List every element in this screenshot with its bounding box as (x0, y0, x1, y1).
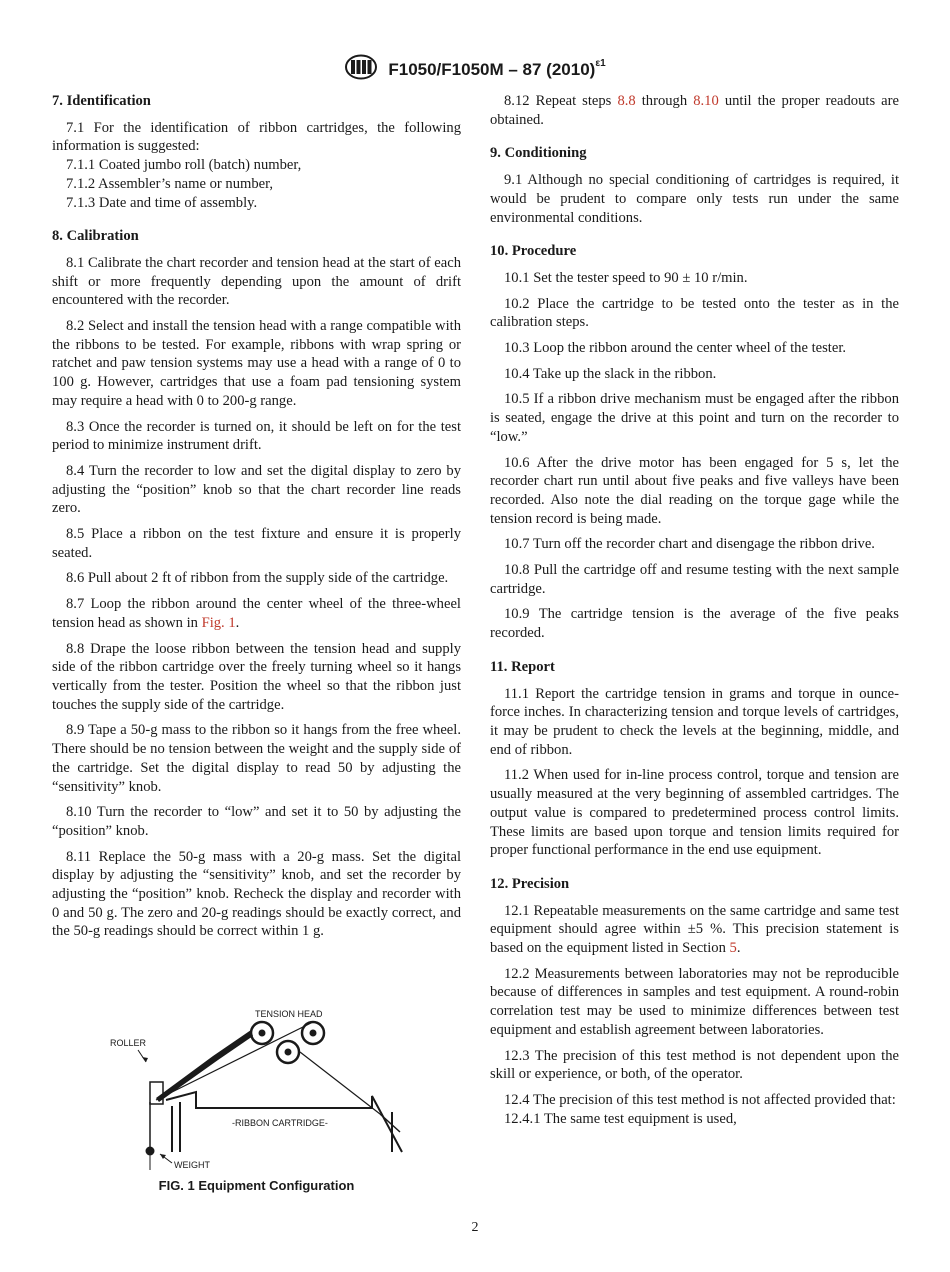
paragraph-8-10: 8.10 Turn the recorder to “low” and set it to 50 by adjusting the “position” knob. (52, 804, 461, 839)
astm-logo-icon (344, 54, 378, 85)
label-weight: WEIGHT (174, 1160, 210, 1170)
paragraph-10-8: 10.8 Pull the cartridge off and resume testing with the next sample cartridge. (490, 562, 899, 597)
paragraph-7-1-1: 7.1.1 Coated jumbo roll (batch) number, (66, 157, 302, 174)
paragraph-10-4: 10.4 Take up the slack in the ribbon. (504, 365, 717, 382)
paragraph-12-4-1: 12.4.1 The same test equipment is used, (504, 1110, 737, 1127)
paragraph-8-4: 8.4 Turn the recorder to low and set the digital display to zero by adjusting the “position” knob so that the chart recorder line reads zero. (52, 462, 461, 517)
paragraph-10-7: 10.7 Turn off the recorder chart and disengage the ribbon drive. (504, 536, 875, 553)
label-roller: ROLLER (110, 1038, 147, 1048)
left-column (52, 92, 461, 948)
paragraph-8-3: 8.3 Once the recorder is turned on, it should be left on for the test period to minimize instrument drift. (52, 418, 461, 454)
paragraph-7-1: 7.1 For the identification of ribbon cartridges, the following information is suggested: (52, 119, 461, 155)
paragraph-8-8: 8.8 Drape the loose ribbon between the tension head and supply side of the ribbon cartridge over the freely turning wheel so it hangs vertically from the tester. Position the wheel so that the ribbon just touches the supply side of the cartridge. (52, 640, 461, 713)
paragraph-8-1: 8.1 Calibrate the chart recorder and tension head at the start of each shift or more frequently depending upon the amount of drift encountered with the recorder. (52, 254, 461, 309)
figure-caption: FIG. 1 Equipment Configuration (158, 1178, 355, 1193)
section-heading-calibration: 8. Calibration (52, 228, 139, 245)
right-column (490, 92, 899, 1135)
paragraph-8-9: 8.9 Tape a 50-g mass to the ribbon so it hangs from the free wheel. There should be no tension between the weight and the supply side of the cartridge. Set the digital display to read 50 by adjusting the “sensitivity” knob. (52, 722, 461, 795)
roller (150, 1082, 163, 1104)
paragraph-8-6: 8.6 Pull about 2 ft of ribbon from the supply side of the cartridge. (66, 570, 449, 587)
ribbon-strand (156, 1030, 253, 1102)
paragraph-7-1-3: 7.1.3 Date and time of assembly. (66, 194, 258, 211)
section-5-link[interactable]: 5 (729, 940, 737, 957)
section-heading-identification: 7. Identification (52, 93, 151, 109)
paragraph-12-2: 12.2 Measurements between laboratories may not be reproducible because of differences in samples and test equipment. A round-robin correlation test may be used to minimize differences between test equipment and establish agreement between laboratories. (490, 965, 899, 1038)
paragraph-8-7: 8.7 Loop the ribbon around the center wheel of the three-wheel tension head as shown in Fig. 1. (52, 596, 461, 631)
paragraph-10-2: 10.2 Place the cartridge to be tested onto the tester as in the calibration steps. (490, 295, 899, 331)
paragraph-10-5: 10.5 If a ribbon drive mechanism must be engaged after the ribbon is seated, engage the drive at this point and turn on the recorder to “low.” (490, 391, 899, 445)
section-heading-procedure: 10. Procedure (490, 243, 577, 260)
paragraph-10-6: 10.6 After the drive motor has been engaged for 5 s, let the recorder chart run until about five peaks and five valleys have been recorded. Also note the dial reading on the torque gage while the tension record is being made. (490, 454, 899, 527)
paragraph-7-1-2: 7.1.2 Assembler’s name or number, (66, 175, 274, 192)
page-header (0, 54, 950, 85)
fig-1-link[interactable]: Fig. 1 (201, 614, 236, 631)
paragraph-8-5: 8.5 Place a ribbon on the test fixture and ensure it is properly seated. (52, 526, 461, 561)
paragraph-12-3: 12.3 The precision of this test method is not dependent upon the skill or experience, or both, of the operator. (490, 1047, 899, 1083)
page-number: 2 (471, 1220, 479, 1235)
paragraph-8-11: 8.11 Replace the 50-g mass with a 20-g mass. Set the digital display by adjusting the “sensitivity” knob, and set the recorder by adjusting the “position” knob. Recheck the display and recorder with 0 and 50 g. The zero and 20-g readings should be exactly correct, and the 50-g readings should be correct within 1 g. (52, 848, 461, 940)
weight (146, 1147, 155, 1156)
paragraph-10-1: 10.1 Set the tester speed to 90 ± 10 r/min. (504, 269, 748, 286)
label-tension-head: TENSION HEAD (255, 1009, 323, 1019)
title-superscript: ε1 (595, 57, 606, 69)
label-ribbon-cartridge: -RIBBON CARTRIDGE- (232, 1118, 328, 1128)
paragraph-9-1: 9.1 Although no special conditioning of cartridges is required, it would be prudent to compare only tests run under the same environmental conditions. (490, 172, 899, 226)
paragraph-8-12: 8.12 Repeat steps 8.8 through 8.10 until the proper readouts are obtained. (490, 93, 899, 128)
paragraph-11-2: 11.2 When used for in-line process control, torque and tension are usually measured at the very beginning of assembled cartridges. The output value is compared to predetermined process control limits. These limits are based upon torque and tension limits required for proper functional performance in the end use equipment. (490, 767, 899, 859)
step-8-10-link[interactable]: 8.10 (693, 93, 719, 109)
paragraph-10-3: 10.3 Loop the ribbon around the center wheel of the tester. (504, 340, 847, 357)
paragraph-12-4: 12.4 The precision of this test method is not affected provided that: (504, 1091, 896, 1108)
paragraph-10-9: 10.9 The cartridge tension is the average of the five peaks recorded. (490, 606, 899, 642)
document-title: F1050/F1050M – 87 $(2010)^{\varepsilon 1}$ (388, 57, 606, 79)
step-8-8-link[interactable]: 8.8 (617, 93, 636, 109)
paragraph-8-2: 8.2 Select and install the tension head with a range compatible with the ribbons to be tested. For example, ribbons with wrap spring or ratchet and paw tension systems may use a head with a range of 0 to 100 g. However, cartridges that use a foam pad tensioning system may require a head with 0 to 200-g range. (52, 318, 461, 409)
equipment-figure (100, 1002, 420, 1172)
paragraph-11-1: 11.1 Report the cartridge tension in grams and torque in ounce-force inches. In characterizing tension and torque levels of cartridges, it may be prudent to check the levels at the beginning, middle, and end of ribbon. (490, 685, 899, 758)
section-heading-precision: 12. Precision (490, 875, 570, 892)
paragraph-12-1: 12.1 Repeatable measurements on the same cartridge and same test equipment should agree within ±5 %. This precision statement is based on the equipment listed in Section 5. (490, 902, 899, 957)
section-heading-conditioning: 9. Conditioning (490, 145, 587, 162)
equipment-diagram (100, 1002, 420, 1172)
section-heading-report: 11. Report (490, 658, 555, 675)
